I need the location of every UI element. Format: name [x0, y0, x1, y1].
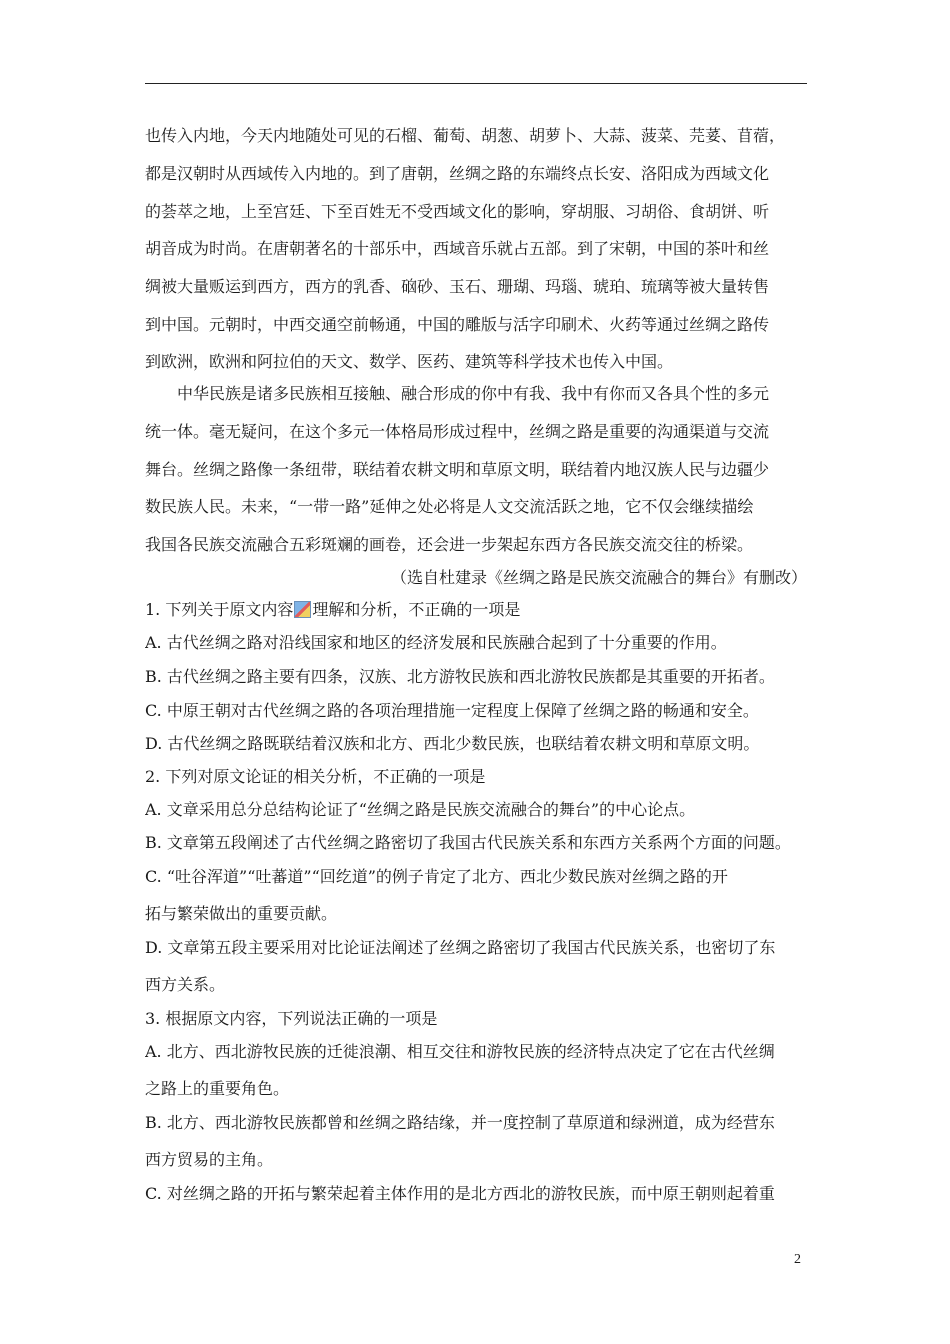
passage-line: 数民族人民。未来，“一带一路”延伸之处必将是人文交流活跃之地，它不仅会继续描绘 — [145, 497, 754, 516]
option-2c-cont: 拓与繁荣做出的重要贡献。 — [145, 904, 338, 923]
passage-line: 绸被大量贩运到西方，西方的乳香、硇砂、玉石、珊瑚、玛瑙、琥珀、琉璃等被大量转售 — [145, 277, 770, 296]
option-3c: C. 对丝绸之路的开拓与繁荣起着主体作用的是北方西北的游牧民族，而中原王朝则起着重 — [145, 1184, 775, 1203]
option-1c: C. 中原王朝对古代丝绸之路的各项治理措施一定程度上保障了丝绸之路的畅通和安全。 — [145, 701, 759, 720]
option-3a: A. 北方、西北游牧民族的迁徙浪潮、相互交往和游牧民族的经济特点决定了它在古代丝绸 — [145, 1042, 775, 1061]
passage-line: 统一体。毫无疑问，在这个多元一体格局形成过程中，丝绸之路是重要的沟通渠道与交流 — [145, 422, 770, 441]
page-number: 2 — [794, 1252, 801, 1267]
question-1 — [145, 599, 807, 621]
passage-source: （选自杜建录《丝绸之路是民族交流融合的舞台》有删改） — [390, 568, 807, 587]
option-1b: B. 古代丝绸之路主要有四条，汉族、北方游牧民族和西北游牧民族都是其重要的开拓者。 — [145, 667, 775, 686]
question-3: 3. 根据原文内容，下列说法正确的一项是 — [145, 1009, 438, 1028]
option-2d-cont: 西方关系。 — [145, 975, 226, 994]
passage-line: 的荟萃之地，上至宫廷、下至百姓无不受西域文化的影响，穿胡服、习胡俗、食胡饼、听 — [145, 202, 770, 221]
question-2: 2. 下列对原文论证的相关分析，不正确的一项是 — [145, 767, 486, 786]
option-2a: A. 文章采用总分总结构论证了“丝绸之路是民族交流融合的舞台”的中心论点。 — [145, 800, 696, 819]
option-2d: D. 文章第五段主要采用对比论证法阐述了丝绸之路密切了我国古代民族关系，也密切了东 — [145, 938, 776, 957]
passage-line: 到中国。元朝时，中西交通空前畅通，中国的雕版与活字印刷术、火药等通过丝绸之路传 — [145, 315, 770, 334]
option-2c: C. “吐谷浑道”“吐蕃道”“回纥道”的例子肯定了北方、西北少数民族对丝绸之路的开 — [145, 867, 728, 886]
passage-line: 我国各民族交流融合五彩斑斓的画卷，还会进一步架起东西方各民族交流交往的桥梁。 — [145, 535, 754, 554]
option-1d: D. 古代丝绸之路既联结着汉族和北方、西北少数民族，也联结着农耕文明和草原文明。 — [145, 734, 760, 753]
image-placeholder-icon — [294, 601, 311, 618]
passage-line: 中华民族是诸多民族相互接触、融合形成的你中有我、我中有你而又各具个性的多元 — [177, 384, 770, 403]
question-1-text: 1. 下列关于原文内容 — [145, 600, 294, 619]
option-1a: A. 古代丝绸之路对沿线国家和地区的经济发展和民族融合起到了十分重要的作用。 — [145, 633, 727, 652]
header-rule — [145, 83, 807, 84]
option-3a-cont: 之路上的重要角色。 — [145, 1079, 290, 1098]
option-2b: B. 文章第五段阐述了古代丝绸之路密切了我国古代民族关系和东西方关系两个方面的问题。 — [145, 833, 791, 852]
question-1-text: 理解和分析，不正确的一项是 — [312, 600, 521, 619]
option-3b-cont: 西方贸易的主角。 — [145, 1150, 274, 1169]
option-3b: B. 北方、西北游牧民族都曾和丝绸之路结缘，并一度控制了草原道和绿洲道，成为经营东 — [145, 1113, 775, 1132]
passage-line: 也传入内地，今天内地随处可见的石榴、葡萄、胡葱、胡萝卜、大蒜、菠菜、芫荽、苜蓿， — [145, 126, 786, 145]
passage-line: 都是汉朝时从西域传入内地的。到了唐朝，丝绸之路的东端终点长安、洛阳成为西域文化 — [145, 164, 770, 183]
passage-line: 舞台。丝绸之路像一条纽带，联结着农耕文明和草原文明，联结着内地汉族人民与边疆少 — [145, 460, 770, 479]
passage-line: 胡音成为时尚。在唐朝著名的十部乐中，西域音乐就占五部。到了宋朝，中国的茶叶和丝 — [145, 239, 770, 258]
passage-line: 到欧洲，欧洲和阿拉伯的天文、数学、医药、建筑等科学技术也传入中国。 — [145, 352, 674, 371]
